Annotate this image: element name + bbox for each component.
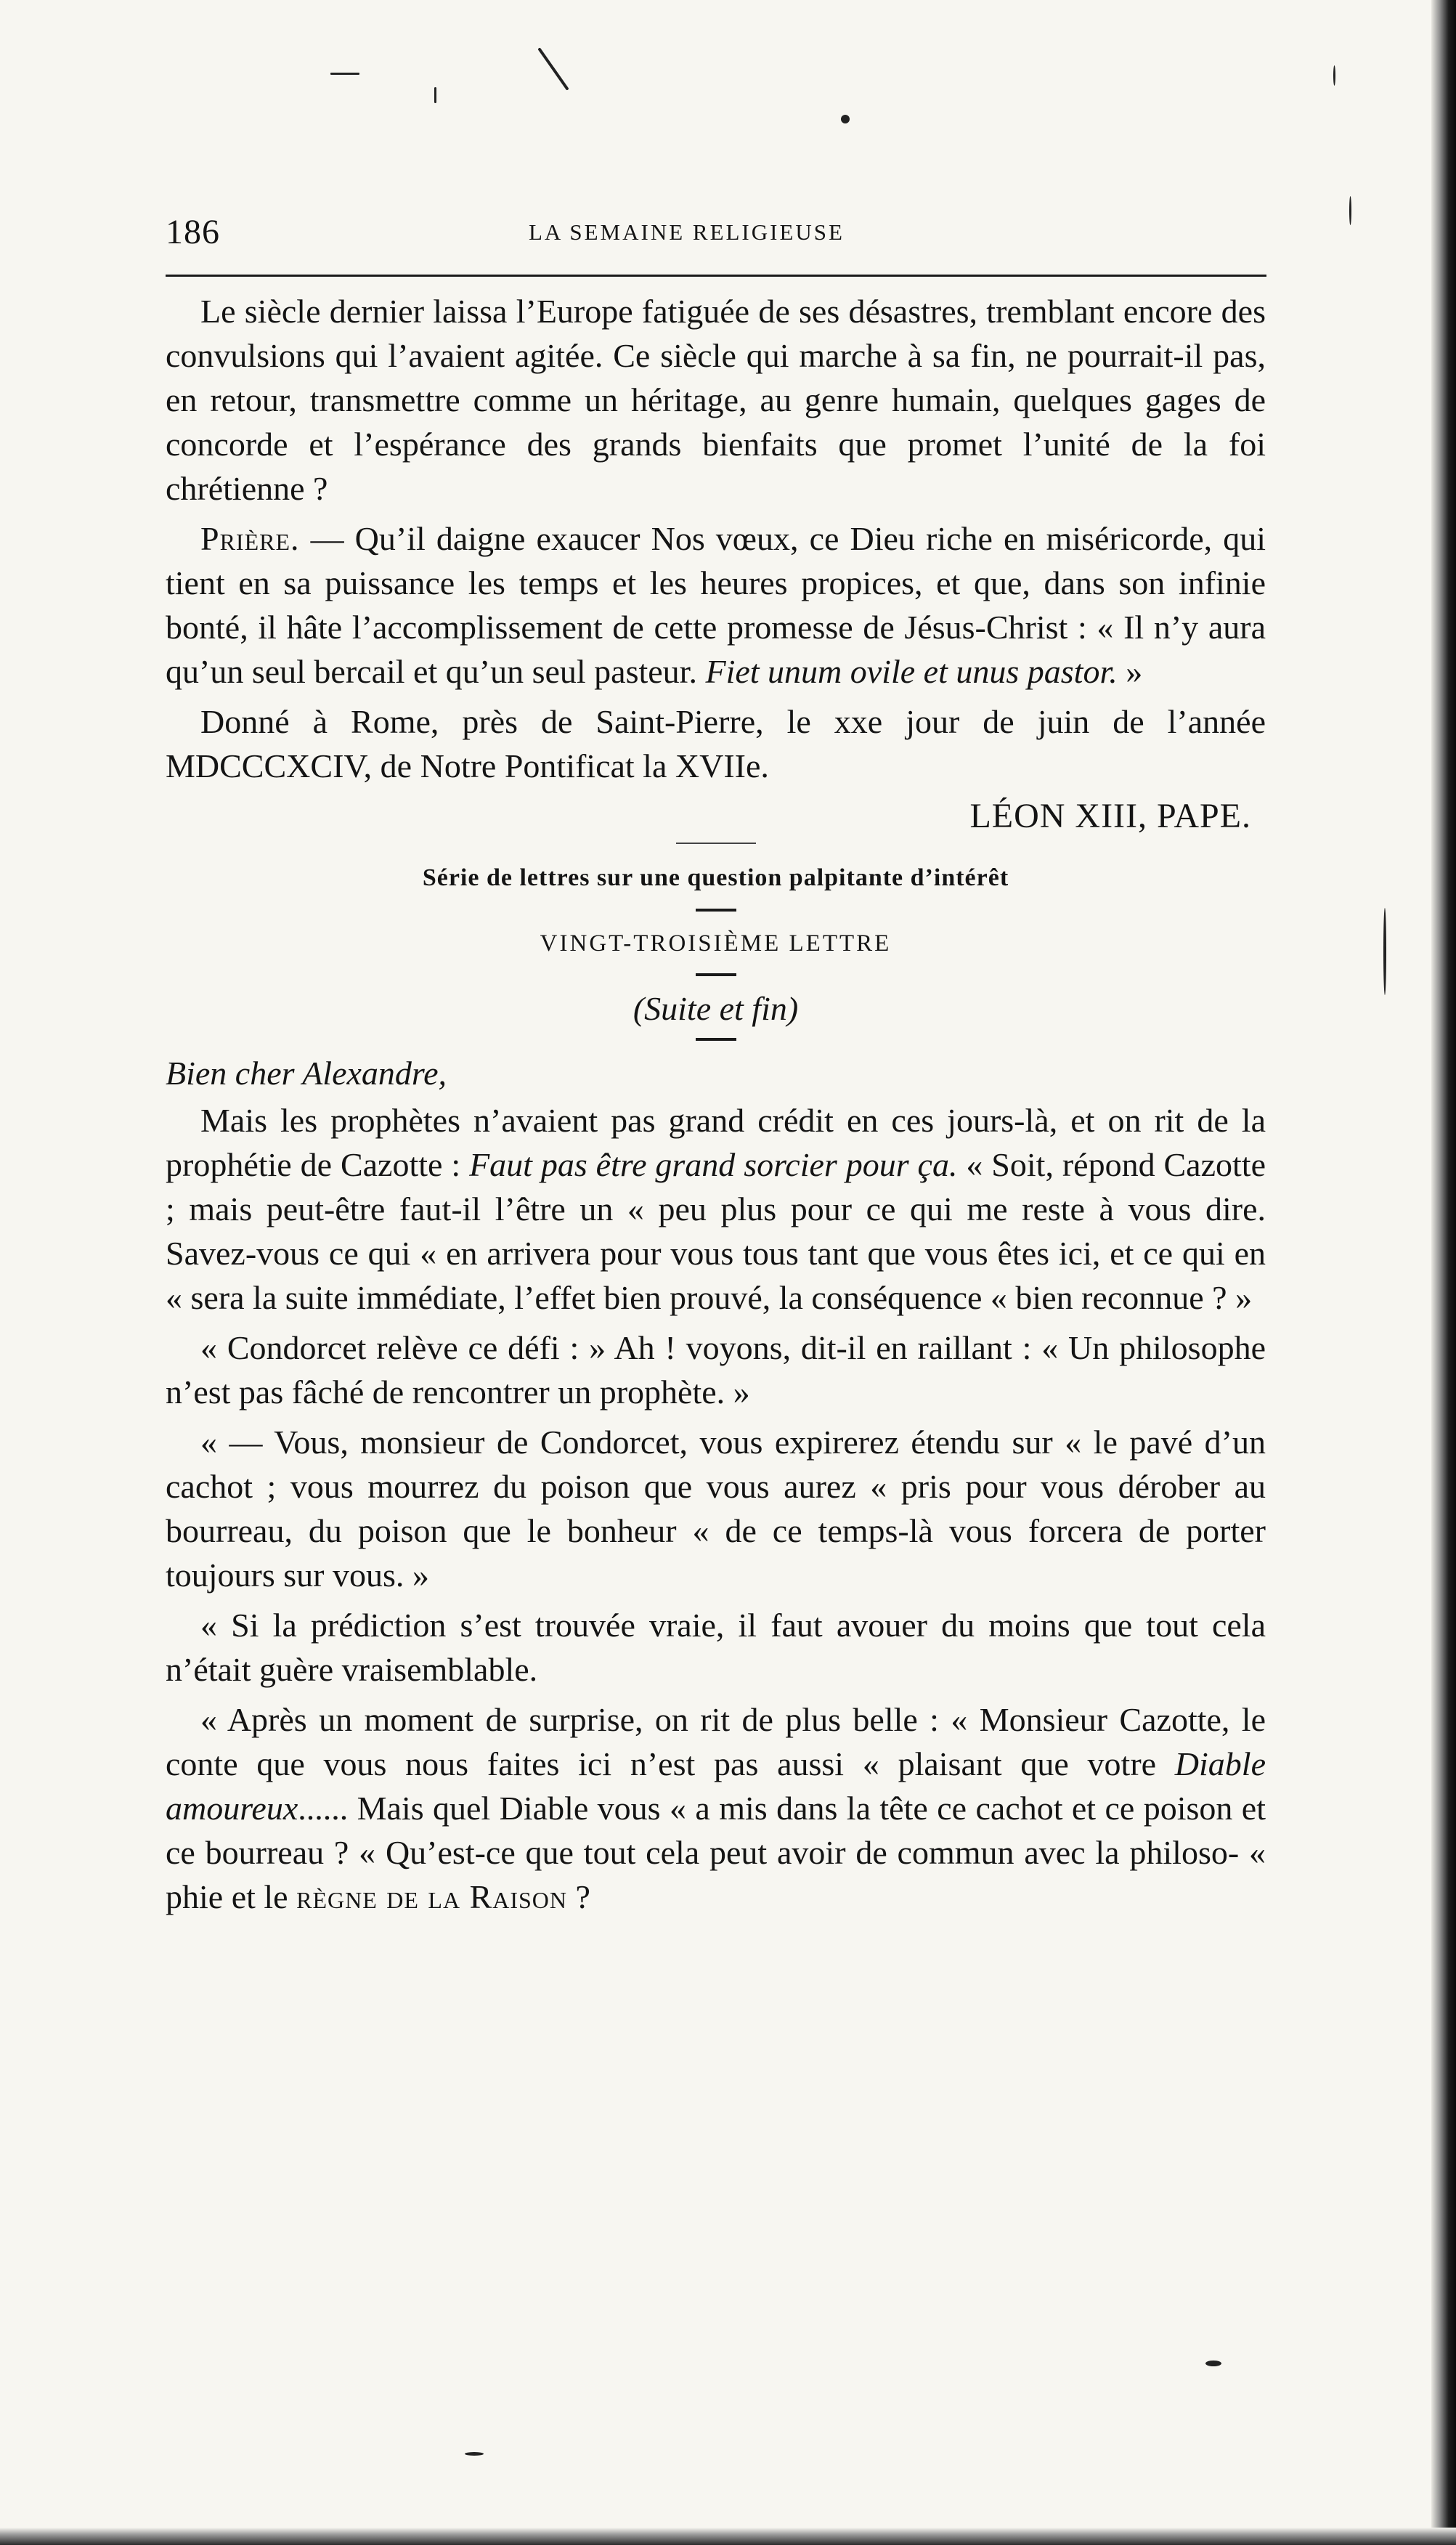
ink-speck: [537, 47, 569, 91]
letter-paragraph: « Condorcet relève ce défi : » Ah ! voyons, dit-il en raillant : « Un philosophe n’est pas fâché de rencontrer un prophète. »: [166, 1329, 1266, 1410]
letter-paragraph: « — Vous, monsieur de Condorcet, vous expirerez étendu sur « le pavé d’un cachot ; vous mourrez du poison que vous aurez « pris pour vous dérober au bourreau, du poison que le bonheur « de ce temps-là vous forcera de porter toujours sur vous. »: [166, 1424, 1266, 1594]
signature: LÉON XIII, PAPE.: [969, 797, 1251, 835]
ink-speck: [1333, 65, 1335, 86]
title-divider: [696, 973, 736, 976]
ink-speck: [465, 2452, 484, 2456]
series-title: Série de lettres sur une question palpitante d’intérêt: [422, 864, 1009, 891]
prayer-latin-quote: Fiet unum ovile et unus pastor.: [705, 653, 1118, 690]
main-text: [166, 289, 1266, 1925]
letter-text: « Soit, répond Cazotte ; mais peut-être faut-il l’être un « peu plus pour ce qui me reste à vous dire. Savez-vous ce qui « en arrivera pour vous tous tant que vous êtes ici, et ce qui en « sera la suite immédiate, l’effet bien prouvé, la conséquence « bien reconnue ? »: [166, 1146, 1266, 1316]
book-spine-shadow: [1431, 0, 1456, 2545]
letter-italic-quote: Faut pas être grand sorcier pour ça.: [469, 1146, 958, 1183]
given-at-paragraph: Donné à Rome, près de Saint-Pierre, le xxe jour de juin de l’année MDCCCXCIV, de Notre Pontificat la XVIIe.: [166, 703, 1266, 784]
title-divider: [696, 1038, 736, 1041]
prayer-quote-close: »: [1117, 653, 1143, 690]
letter-italic-title: Diable amoureux: [166, 1745, 1266, 1827]
ink-speck: [841, 115, 850, 123]
continued-note: (Suite et fin): [633, 990, 799, 1027]
prayer-text: — Qu’il daigne exaucer Nos vœux, ce Dieu riche en miséricorde, qui tient en sa puissance les temps et les heures propices, et que, dans son infinie bonté, il hâte l’accomplissement de cette promesse de Jésus-Christ : « Il n’y aura qu’un seul bercail et qu’un seul pasteur.: [166, 520, 1266, 690]
ink-speck: [1383, 908, 1386, 995]
ink-speck: [1205, 2361, 1221, 2366]
letter-text: ...... Mais quel Diable vous « a mis dans la tête ce cachot et ce poison et ce bourreau ? « Qu’est-ce que tout cela peut avoir de commun avec la philoso- « phie et le: [166, 1790, 1266, 1915]
letter-paragraph: [166, 1697, 1266, 1919]
running-head: LA SEMAINE RELIGIEUSE: [529, 219, 845, 245]
page-number: 186: [166, 213, 220, 251]
letter-text: Mais les prophètes n’avaient pas grand crédit en ces jours-là, et on rit de la prophétie de Cazotte :: [166, 1102, 1266, 1183]
ink-speck: [330, 73, 359, 75]
letter-text: ?: [567, 1878, 590, 1915]
page-bottom-edge: [0, 2528, 1456, 2545]
title-divider: [696, 909, 736, 912]
prayer-label: Prière.: [200, 520, 300, 557]
letter-paragraph: « Si la prédiction s’est trouvée vraie, il faut avouer du moins que tout cela n’était guère vraisemblable.: [166, 1607, 1266, 1688]
letter-text: « Après un moment de surprise, on rit de plus belle : « Monsieur Cazotte, le conte que vous nous faites ici n’est pas aussi « plaisant que votre: [166, 1701, 1266, 1782]
ink-speck: [1349, 196, 1351, 225]
section-divider: [676, 843, 756, 844]
encyclical-paragraph: Le siècle dernier laissa l’Europe fatiguée de ses désastres, tremblant encore des convulsions qui l’avaient agitée. Ce siècle qui marche à sa fin, ne pourrait-il pas, en retour, transmettre comme un héritage, au genre humain, quelques gages de concorde et l’espérance des grands bienfaits que promet l’unité de la foi chrétienne ?: [166, 293, 1266, 507]
letter-title: VINGT-TROISIÈME LETTRE: [540, 930, 892, 957]
letter-paragraph: [166, 1098, 1266, 1320]
ink-speck: [434, 87, 436, 103]
salutation: Bien cher Alexandre,: [166, 1055, 447, 1092]
letter-small-caps: règne de la Raison: [296, 1878, 568, 1915]
prayer-paragraph: [166, 516, 1266, 694]
header-rule: [166, 275, 1266, 277]
page-header: [166, 212, 1269, 256]
